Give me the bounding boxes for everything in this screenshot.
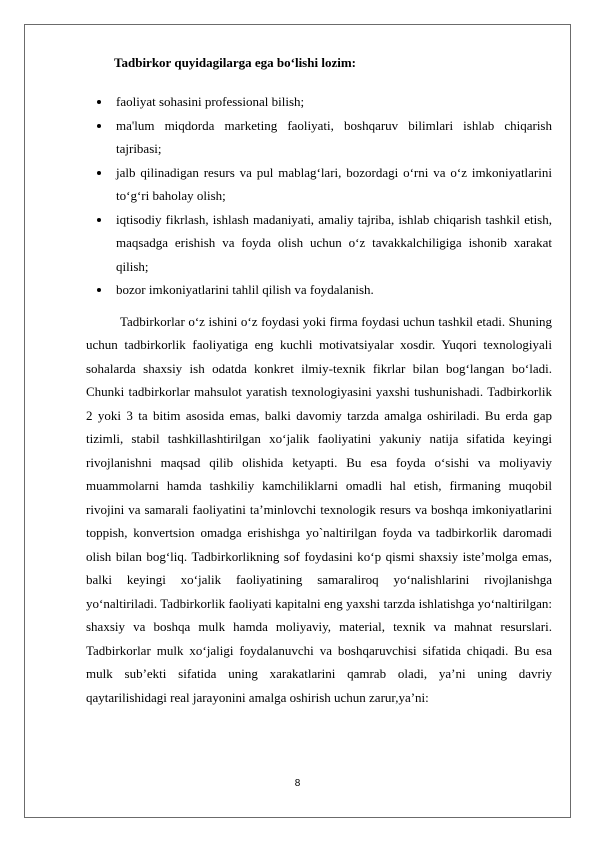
list-item [86,90,552,114]
requirements-list [86,90,552,302]
list-item [86,161,552,208]
bullet-icon [97,218,101,222]
document-body [86,54,552,709]
list-item-text: bozor imkoniyatlarini tahlil qilish va foydalanish. [116,282,374,297]
section-heading: Tadbirkor quyidagilarga ega bo‘lishi lozim: [114,55,356,70]
list-item [86,208,552,279]
list-item [86,278,552,302]
list-item-text: ma'lum miqdorda marketing faoliyati, boshqaruv bilimlari ishlab chiqarish tajribasi; [116,117,552,156]
bullet-icon [97,124,101,128]
page-number: 8 [294,778,301,789]
list-item-text: iqtisodiy fikrlash, ishlash madaniyati, amaliy tajriba, ishlab chiqarish tashkil etish, maqsadga erishish va foyda olish uchun o‘z tavakkalchiligiga ishonib xarakat qilish; [116,211,552,274]
bullet-icon [97,100,101,104]
list-item [86,114,552,161]
body-paragraph: Tadbirkorlar o‘z ishini o‘z foydasi yoki firma foydasi uchun tashkil etadi. Shuning uchun tadbirkorlik faoliyatiga eng kuchli motivatsiyalar xosdir. Yuqori texnologiyali sohalarda shaxsiy ish odatda konkret ilmiy-texnik fikrlar bilan bog‘langan bo‘ladi. Chunki tadbirkorlar mahsulot yaratish texnologiyasini yaxshi tushunishadi. Tadbirkorlik 2 yoki 3 ta bitim asosida emas, balki davomiy tarzda amalga oshiriladi. Bu erda gap tizimli, stabil tashkillashtirilgan xo‘jalik faoliyatini yakuniy natija sifatida keyingi rivojlanishni maqsad qilib olishida ketyapti. Bu esa foyda o‘sishi va moliyaviy muammolarni hamda tashkiliy kamchiliklarni omadli hal etish, firmaning muqobil rivojini va samarali faoliyatini ta’minlovchi texnologik resurs va boshqa imkoniyatlarini toppish, konvertsion omadga erishishga yo`naltirilgan foyda va tadbirkorlik daromadi olish bilan bog‘liq. Tadbirkorlikning sof foydasini ko‘p qismi shaxsiy iste’molga emas, balki keyingi xo‘jalik faoliyatining samaraliroq yo‘nalishlarini rivojlanishga yo‘naltiriladi. Tadbirkorlik faoliyati kapitalni eng yaxshi tarzda ishlatishga yo‘naltirilgan: shaxsiy va boshqa mulk hamda moliyaviy, material, texnik va mahnat resurslari. Tadbirkorlar mulk xo‘jaligi foydalanuvchi va boshqaruvchisi sifatida chiqadi. Bu esa mulk sub’ekti sifatida uning xarakatlarini qamrab oladi, ya’ni uning davriy qaytarilishidagi real jarayonini amalga oshirish uchun zarur,ya’ni: [86,313,552,705]
bullet-icon [97,171,101,175]
bullet-icon [97,288,101,292]
list-item-text: jalb qilinadigan resurs va pul mablag‘lari, bozordagi o‘rni va o‘z imkoniyatlarini to‘g‘ri baholay olish; [116,164,552,203]
list-item-text: faoliyat sohasini professional bilish; [116,94,305,109]
